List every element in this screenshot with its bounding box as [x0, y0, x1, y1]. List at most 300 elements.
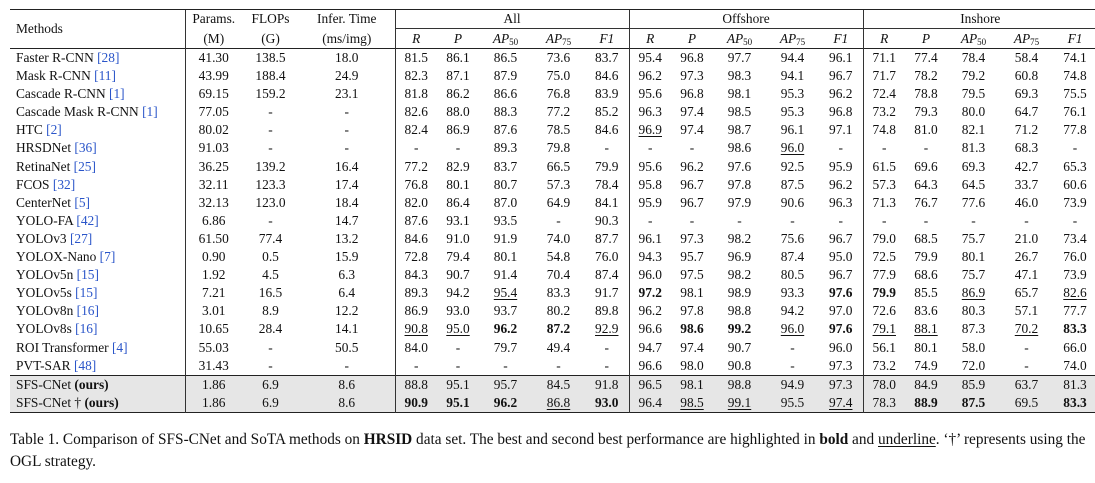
- caption-prefix: Table 1. Comparison of SFS-CNet and SoTA methods on: [10, 431, 364, 448]
- value-cell: 85.2: [595, 104, 619, 120]
- value-cell: 82.3: [395, 67, 437, 85]
- value-cell: 139.2: [255, 158, 286, 174]
- method-name: [10, 121, 185, 139]
- value-cell: 97.3: [829, 357, 853, 373]
- value-cell: 88.1: [914, 321, 938, 337]
- method-label: HTC: [16, 122, 47, 138]
- value-cell: 96.5: [629, 375, 671, 394]
- method-label: YOLOv8s: [16, 321, 76, 337]
- value-cell: 66.5: [546, 158, 571, 174]
- value-cell: 97.7: [713, 49, 766, 68]
- value-cell: -: [923, 140, 929, 156]
- header-group-inshore: Inshore: [863, 10, 1095, 29]
- value-cell: 87.3: [961, 321, 986, 337]
- method-name: [10, 302, 185, 320]
- citation-link[interactable]: [25]: [73, 158, 96, 174]
- value-cell: 93.0: [585, 394, 629, 413]
- value-cell: 138.5: [242, 49, 299, 68]
- value-cell: 32.11: [185, 176, 242, 194]
- value-cell: 98.2: [727, 230, 752, 246]
- value-cell: 97.6: [829, 285, 853, 301]
- method-label: CenterNet: [16, 194, 75, 210]
- value-cell: 14.7: [335, 212, 359, 228]
- value-cell: 83.6: [914, 303, 938, 319]
- value-cell: 76.7: [914, 194, 938, 210]
- value-cell: 77.6: [961, 194, 986, 210]
- value-cell: 12.2: [335, 303, 359, 319]
- value-cell: -: [455, 357, 461, 373]
- value-cell: 79.1: [863, 320, 905, 338]
- value-cell: 96.3: [829, 194, 853, 210]
- citation-link[interactable]: [5]: [74, 194, 90, 210]
- value-cell: 96.8: [680, 86, 704, 102]
- citation-link[interactable]: [1]: [142, 104, 158, 120]
- table-row: [10, 394, 1095, 413]
- value-cell: 83.9: [595, 86, 619, 102]
- value-cell: 75.7: [961, 267, 986, 283]
- value-cell: -: [923, 212, 929, 228]
- method-label: Faster R-CNN: [16, 50, 98, 65]
- value-cell: -: [1024, 357, 1029, 373]
- value-cell: 96.0: [780, 140, 805, 156]
- ours-tag: (ours): [84, 394, 119, 410]
- value-cell: 60.8: [1014, 68, 1039, 84]
- value-cell: 71.2: [1014, 122, 1039, 138]
- value-cell: 33.7: [1014, 176, 1039, 192]
- value-cell: 96.8: [671, 49, 713, 68]
- value-cell: 98.5: [671, 394, 713, 413]
- value-cell: 24.9: [335, 68, 359, 84]
- value-cell: 95.8: [629, 176, 671, 194]
- value-cell: 79.9: [863, 284, 905, 302]
- value-cell: 91.9: [493, 230, 518, 246]
- value-cell: 77.4: [905, 49, 947, 68]
- table-row: [10, 230, 1095, 248]
- value-cell: 81.3: [1053, 375, 1095, 394]
- value-cell: 93.0: [446, 303, 470, 319]
- table-caption: [10, 429, 1090, 473]
- value-cell: 87.4: [595, 267, 619, 283]
- value-cell: 86.9: [395, 302, 437, 320]
- value-cell: 79.9: [595, 158, 619, 174]
- value-cell: 79.2: [961, 68, 986, 84]
- citation-link[interactable]: [7]: [99, 249, 116, 265]
- header-metric-r: [629, 29, 671, 49]
- value-cell: 82.6: [1063, 285, 1087, 301]
- value-cell: 98.2: [727, 267, 752, 283]
- value-cell: 87.9: [493, 68, 518, 84]
- method-name: [10, 266, 185, 284]
- value-cell: 96.1: [629, 230, 671, 248]
- value-cell: 83.3: [1063, 321, 1087, 337]
- value-cell: 96.7: [829, 230, 853, 246]
- header-metric-f1: [585, 29, 629, 49]
- method-name: [10, 139, 185, 157]
- value-cell: 79.4: [446, 249, 470, 265]
- value-cell: -: [268, 339, 273, 355]
- value-cell: 1.86: [185, 394, 242, 413]
- value-cell: 93.7: [493, 303, 518, 319]
- metric-label: AP: [492, 31, 510, 46]
- value-cell: 91.7: [595, 285, 619, 301]
- value-cell: 97.6: [829, 321, 853, 337]
- value-cell: 96.1: [819, 49, 863, 68]
- value-cell: 74.8: [863, 121, 905, 139]
- value-cell: 49.4: [546, 339, 571, 355]
- caption-suffix: . ‘†’ represents using the OGL strategy.: [10, 431, 1086, 470]
- value-cell: 0.90: [185, 248, 242, 266]
- header-metric-r: [395, 29, 437, 49]
- value-cell: 36.25: [185, 158, 242, 176]
- value-cell: 97.4: [680, 339, 704, 355]
- value-cell: 71.7: [863, 67, 905, 85]
- value-cell: 95.7: [479, 375, 532, 394]
- value-cell: 86.5: [479, 49, 532, 68]
- value-cell: 96.0: [629, 266, 671, 284]
- value-cell: -: [455, 339, 461, 355]
- value-cell: 18.0: [299, 49, 395, 68]
- value-cell: 123.0: [255, 194, 286, 210]
- value-cell: 73.2: [863, 103, 905, 121]
- value-cell: -: [268, 104, 273, 120]
- value-cell: -: [1024, 339, 1029, 355]
- value-cell: 96.4: [629, 394, 671, 413]
- value-cell: 188.4: [255, 68, 286, 84]
- value-cell: 96.7: [829, 68, 853, 84]
- value-cell: -: [1072, 212, 1078, 228]
- method-name: [10, 284, 185, 302]
- value-cell: 65.7: [1014, 285, 1039, 301]
- value-cell: 81.0: [914, 122, 938, 138]
- value-cell: 65.3: [1063, 158, 1087, 174]
- value-cell: 159.2: [255, 86, 286, 102]
- value-cell: 16.5: [258, 285, 283, 301]
- value-cell: 97.5: [680, 267, 704, 283]
- value-cell: 6.86: [185, 212, 242, 230]
- value-cell: 84.6: [595, 122, 619, 138]
- value-cell: 84.9: [905, 375, 947, 394]
- value-cell: 73.2: [863, 357, 905, 376]
- citation-link[interactable]: [32]: [52, 176, 76, 192]
- value-cell: -: [1024, 212, 1029, 228]
- value-cell: 91.0: [446, 230, 470, 246]
- citation-link[interactable]: [36]: [74, 140, 97, 156]
- value-cell: 84.6: [595, 68, 619, 84]
- value-cell: 89.8: [595, 303, 619, 319]
- value-cell: 23.1: [335, 86, 359, 102]
- value-cell: 58.4: [1000, 49, 1053, 68]
- value-cell: 60.6: [1063, 176, 1087, 192]
- value-cell: -: [790, 357, 795, 373]
- value-cell: 94.2: [446, 285, 470, 301]
- value-cell: 89.3: [493, 140, 518, 156]
- citation-link[interactable]: [11]: [94, 68, 116, 84]
- value-cell: -: [629, 212, 671, 230]
- value-cell: 68.6: [914, 267, 938, 283]
- value-cell: 77.7: [1063, 303, 1087, 319]
- value-cell: 87.2: [546, 321, 571, 337]
- value-cell: 87.0: [493, 194, 518, 210]
- header-metric-ap75: [766, 29, 819, 49]
- value-cell: 84.6: [395, 230, 437, 248]
- value-cell: 78.8: [914, 86, 938, 102]
- value-cell: 92.9: [595, 321, 619, 337]
- value-cell: -: [604, 357, 609, 373]
- value-cell: 98.1: [680, 285, 704, 301]
- value-cell: 79.8: [546, 140, 571, 156]
- value-cell: 66.0: [1063, 339, 1087, 355]
- value-cell: 97.4: [819, 394, 863, 413]
- value-cell: 89.3: [395, 284, 437, 302]
- citation-link[interactable]: [2]: [46, 122, 62, 138]
- value-cell: 78.2: [914, 68, 938, 84]
- citation-link[interactable]: [16]: [75, 321, 98, 337]
- value-cell: -: [863, 212, 905, 230]
- citation-link[interactable]: [15]: [76, 267, 99, 283]
- value-cell: 95.5: [766, 394, 819, 413]
- value-cell: 96.7: [829, 267, 853, 283]
- value-cell: 28.4: [258, 321, 283, 337]
- value-cell: 95.4: [629, 49, 671, 68]
- value-cell: 90.3: [595, 212, 619, 228]
- table-row: [10, 375, 1095, 394]
- value-cell: 58.0: [961, 339, 986, 355]
- value-cell: 80.5: [780, 267, 805, 283]
- value-cell: 98.7: [727, 122, 752, 138]
- value-cell: 85.5: [914, 285, 938, 301]
- method-name: [10, 212, 185, 230]
- method-name: [10, 49, 185, 68]
- value-cell: 95.3: [780, 86, 805, 102]
- value-cell: -: [629, 139, 671, 157]
- value-cell: 95.4: [493, 285, 518, 301]
- value-cell: 95.6: [629, 158, 671, 176]
- table-row: [10, 284, 1095, 302]
- table-row: [10, 103, 1095, 121]
- method-label: HRSDNet: [16, 140, 75, 156]
- method-label: Mask R-CNN: [16, 68, 95, 84]
- value-cell: 6.9: [242, 394, 299, 413]
- value-cell: -: [790, 339, 795, 355]
- value-cell: -: [455, 140, 461, 156]
- method-label: RetinaNet: [16, 158, 74, 174]
- value-cell: 7.21: [185, 284, 242, 302]
- value-cell: 86.6: [493, 86, 518, 102]
- method-label: YOLOv8n: [16, 303, 77, 319]
- value-cell: 80.7: [493, 176, 518, 192]
- value-cell: -: [268, 140, 273, 156]
- value-cell: -: [838, 140, 843, 156]
- value-cell: 80.1: [961, 249, 986, 265]
- value-cell: 79.9: [914, 249, 938, 265]
- value-cell: 74.0: [1063, 357, 1087, 373]
- value-cell: 54.8: [546, 249, 571, 265]
- method-name: [10, 394, 185, 413]
- value-cell: 94.7: [629, 339, 671, 357]
- value-cell: 96.9: [629, 121, 671, 139]
- value-cell: -: [268, 122, 273, 138]
- value-cell: -: [790, 212, 795, 228]
- metric-label: F1: [833, 31, 849, 46]
- value-cell: 82.1: [961, 122, 986, 138]
- value-cell: 95.7: [680, 249, 704, 265]
- value-cell: -: [395, 139, 437, 157]
- value-cell: -: [689, 140, 695, 156]
- value-cell: 97.4: [680, 104, 704, 120]
- value-cell: 90.9: [395, 394, 437, 413]
- citation-link[interactable]: [48]: [73, 357, 97, 373]
- value-cell: -: [268, 357, 273, 373]
- value-cell: 97.8: [680, 303, 704, 319]
- value-cell: 13.2: [335, 230, 359, 246]
- method-label: YOLO-FA: [16, 212, 77, 228]
- value-cell: 92.5: [780, 158, 805, 174]
- table-row: [10, 158, 1095, 176]
- value-cell: 96.7: [680, 176, 704, 192]
- value-cell: 88.8: [395, 375, 437, 394]
- value-cell: 75.7: [961, 230, 986, 246]
- value-cell: 64.3: [914, 176, 938, 192]
- metric-subscript: 50: [743, 37, 753, 47]
- metric-label: AP: [779, 31, 797, 46]
- table-row: [10, 339, 1095, 357]
- value-cell: 21.0: [1014, 230, 1039, 246]
- value-cell: 79.7: [493, 339, 518, 355]
- value-cell: 72.0: [961, 357, 986, 373]
- value-cell: -: [863, 139, 905, 157]
- value-cell: 97.9: [727, 194, 752, 210]
- value-cell: 95.9: [829, 158, 853, 174]
- metric-subscript: 75: [562, 37, 572, 47]
- header-metric-ap75: [1000, 29, 1053, 49]
- value-cell: 86.8: [532, 394, 585, 413]
- value-cell: 96.1: [780, 122, 805, 138]
- table-row: [10, 121, 1095, 139]
- value-cell: -: [395, 357, 437, 376]
- value-cell: 93.5: [493, 212, 518, 228]
- value-cell: 16.4: [335, 158, 359, 174]
- value-cell: 98.8: [727, 303, 752, 319]
- value-cell: 97.6: [727, 158, 752, 174]
- value-cell: 70.4: [546, 267, 571, 283]
- value-cell: 97.4: [680, 122, 704, 138]
- citation-link[interactable]: [28]: [97, 50, 120, 65]
- value-cell: 76.8: [546, 86, 571, 102]
- value-cell: 73.9: [1063, 267, 1087, 283]
- value-cell: -: [344, 122, 349, 138]
- citation-link[interactable]: [27]: [69, 230, 93, 246]
- value-cell: 50.5: [335, 339, 359, 355]
- value-cell: 97.3: [680, 230, 704, 246]
- value-cell: 98.5: [727, 104, 752, 120]
- value-cell: 75.5: [1063, 86, 1087, 102]
- value-cell: 86.1: [437, 49, 479, 68]
- value-cell: 97.2: [629, 284, 671, 302]
- citation-link[interactable]: [1]: [108, 86, 125, 102]
- value-cell: -: [737, 212, 742, 228]
- value-cell: 96.2: [680, 158, 704, 174]
- value-cell: 98.0: [680, 357, 704, 373]
- citation-link[interactable]: [4]: [111, 339, 128, 355]
- value-cell: 57.3: [546, 176, 571, 192]
- value-cell: 72.4: [863, 85, 905, 103]
- value-cell: 86.9: [446, 122, 470, 138]
- header-infer-unit: (ms/img): [322, 30, 372, 46]
- metric-subscript: 75: [796, 37, 806, 47]
- value-cell: 81.3: [961, 140, 986, 156]
- header-metric-ap50: [479, 29, 532, 49]
- method-label: YOLOv5s: [16, 285, 76, 301]
- table-body: [10, 49, 1095, 413]
- value-cell: 1.86: [185, 375, 242, 394]
- citation-link[interactable]: [15]: [75, 285, 98, 301]
- caption-middle: data set. The best and second best performance are highlighted in: [412, 431, 820, 448]
- value-cell: 69.3: [961, 158, 986, 174]
- header-metric-f1: [819, 29, 863, 49]
- method-label: ROI Transformer: [16, 339, 112, 355]
- value-cell: 87.4: [780, 249, 805, 265]
- value-cell: 74.0: [546, 230, 571, 246]
- value-cell: -: [344, 104, 349, 120]
- value-cell: 6.4: [338, 285, 356, 301]
- value-cell: 98.1: [671, 375, 713, 394]
- value-cell: -: [344, 140, 349, 156]
- value-cell: 80.0: [961, 104, 986, 120]
- method-label: SFS-CNet: [16, 376, 75, 392]
- value-cell: -: [838, 212, 843, 228]
- value-cell: 82.6: [395, 103, 437, 121]
- value-cell: 96.6: [629, 320, 671, 338]
- value-cell: 55.03: [185, 339, 242, 357]
- value-cell: 57.1: [1014, 303, 1039, 319]
- header-metric-ap50: [947, 29, 1000, 49]
- value-cell: 90.6: [780, 194, 805, 210]
- method-name: [10, 339, 185, 357]
- value-cell: 95.3: [780, 104, 805, 120]
- caption-underline-word: underline: [877, 431, 936, 448]
- value-cell: 8.9: [262, 303, 279, 319]
- value-cell: 95.1: [437, 375, 479, 394]
- header-methods: Methods: [10, 10, 185, 49]
- value-cell: -: [503, 357, 508, 373]
- value-cell: 88.9: [905, 394, 947, 413]
- value-cell: 69.6: [914, 158, 938, 174]
- metric-label: R: [412, 31, 421, 46]
- method-name: [10, 176, 185, 194]
- citation-link[interactable]: [16]: [76, 303, 99, 319]
- value-cell: 96.2: [629, 67, 671, 85]
- method-label: YOLOX-Nano: [16, 249, 100, 265]
- value-cell: 83.3: [1053, 394, 1095, 413]
- metric-label: P: [687, 31, 697, 46]
- value-cell: 73.4: [1063, 230, 1087, 246]
- method-name: [10, 320, 185, 338]
- metric-label: AP: [960, 31, 978, 46]
- value-cell: 57.3: [863, 176, 905, 194]
- value-cell: 96.7: [680, 194, 704, 210]
- value-cell: 8.6: [299, 394, 395, 413]
- value-cell: 82.4: [395, 121, 437, 139]
- header-group-offshore: Offshore: [629, 10, 863, 29]
- value-cell: 43.99: [185, 67, 242, 85]
- value-cell: 97.3: [819, 375, 863, 394]
- citation-link[interactable]: [42]: [76, 212, 99, 228]
- comparison-table: [10, 9, 1095, 413]
- metric-label: R: [646, 31, 655, 46]
- value-cell: -: [971, 212, 976, 228]
- header-params: Params.: [185, 10, 242, 29]
- value-cell: 94.1: [780, 68, 805, 84]
